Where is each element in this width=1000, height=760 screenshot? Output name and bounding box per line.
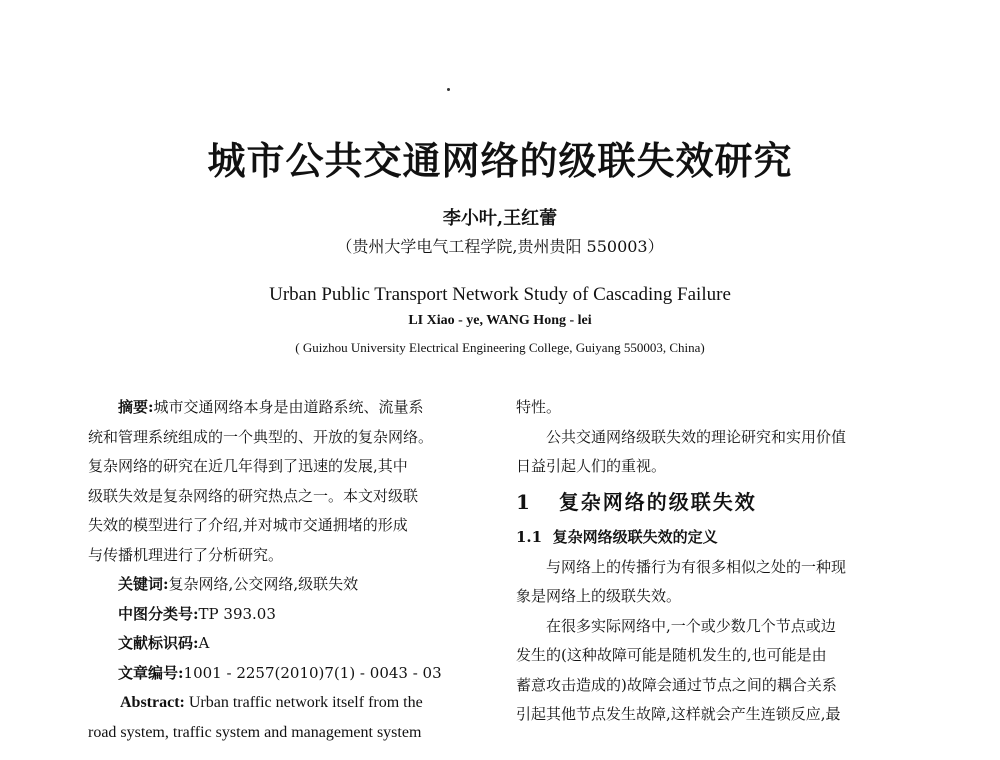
clc-label: 中图分类号: <box>118 604 199 623</box>
abstract-line-5: 失效的模型进行了介绍,并对城市交通拥堵的形成 <box>88 516 408 534</box>
authors: 李小叶,王红蕾 <box>442 208 558 229</box>
english-title: Urban Public Transport Network Study of Cascading Failure <box>269 284 731 305</box>
paragraph-1-line-1: 公共交通网络级联失效的理论研究和实用价值 <box>546 427 847 446</box>
paragraph-2-line-2: 象是网络上的级联失效。 <box>516 587 682 605</box>
page-dot <box>447 88 450 91</box>
english-abstract-line-2: road system, traffic system and management system <box>88 723 422 741</box>
document-code <box>88 629 484 659</box>
english-abstract-label: Abstract: <box>120 694 185 711</box>
paragraph-3-line-4: 引起其他节点发生故障,这样就会产生连锁反应,最 <box>516 705 841 723</box>
paragraph-1-line-2: 日益引起人们的重视。 <box>516 457 667 475</box>
subsection-1-1-number: 1.1 <box>516 528 543 546</box>
abstract-line-3: 复杂网络的研究在近几年得到了迅速的发展,其中 <box>88 457 408 475</box>
doc-code-label: 文献标识码: <box>118 634 199 652</box>
keywords <box>88 570 484 600</box>
subsection-1-1-heading <box>516 523 916 553</box>
affiliation: （贵州大学电气工程学院,贵州贵阳 550003） <box>336 237 664 256</box>
abstract-label: 摘要: <box>118 398 154 416</box>
keywords-label: 关键词: <box>118 575 169 593</box>
section-1-title: 复杂网络的级联失效 <box>558 489 757 514</box>
section-1-number: 1 <box>516 489 532 514</box>
subsection-1-1-title: 复杂网络级联失效的定义 <box>552 528 718 546</box>
paragraph-2-line-1: 与网络上的传播行为有很多相似之处的一种现 <box>546 557 847 576</box>
keywords-value: 复杂网络,公交网络,级联失效 <box>168 575 359 593</box>
paragraph-3-line-1: 在很多实际网络中,一个或少数几个节点或边 <box>546 616 836 635</box>
article-no-value: 1001 - 2257(2010)7(1) - 0043 - 03 <box>183 663 442 682</box>
right-column <box>516 393 916 730</box>
english-authors: LI Xiao - ye, WANG Hong - lei <box>408 313 592 328</box>
right-line-0: 特性。 <box>516 398 562 416</box>
clc-value: TP 393.03 <box>198 604 276 623</box>
abstract-line-1: 摘要:城市交通网络本身是由道路系统、流量系 <box>118 398 424 416</box>
left-column <box>88 393 484 747</box>
article-number <box>88 659 484 689</box>
article-no-label: 文章编号: <box>118 663 184 682</box>
paragraph-3-line-3: 蓄意攻击造成的)故障会通过节点之间的耦合关系 <box>516 675 837 694</box>
doc-code-value: A <box>198 634 210 652</box>
abstract-line-6: 与传播机理进行了分析研究。 <box>88 545 284 564</box>
clc-number <box>88 600 484 630</box>
english-abstract-line-1: Abstract: Urban traffic network itself from the <box>120 694 423 711</box>
abstract-line-2: 统和管理系统组成的一个典型的、开放的复杂网络。 <box>88 427 434 446</box>
paper-title: 城市公共交通网络的级联失效研究 <box>207 138 793 183</box>
paragraph-3-line-2: 发生的(这种故障可能是随机发生的,也可能是由 <box>516 646 827 664</box>
section-1-heading <box>516 488 916 518</box>
abstract-line-4: 级联失效是复杂网络的研究热点之一。本文对级联 <box>88 486 419 505</box>
english-affiliation: ( Guizhou University Electrical Engineering College, Guiyang 550003, China) <box>295 340 705 355</box>
